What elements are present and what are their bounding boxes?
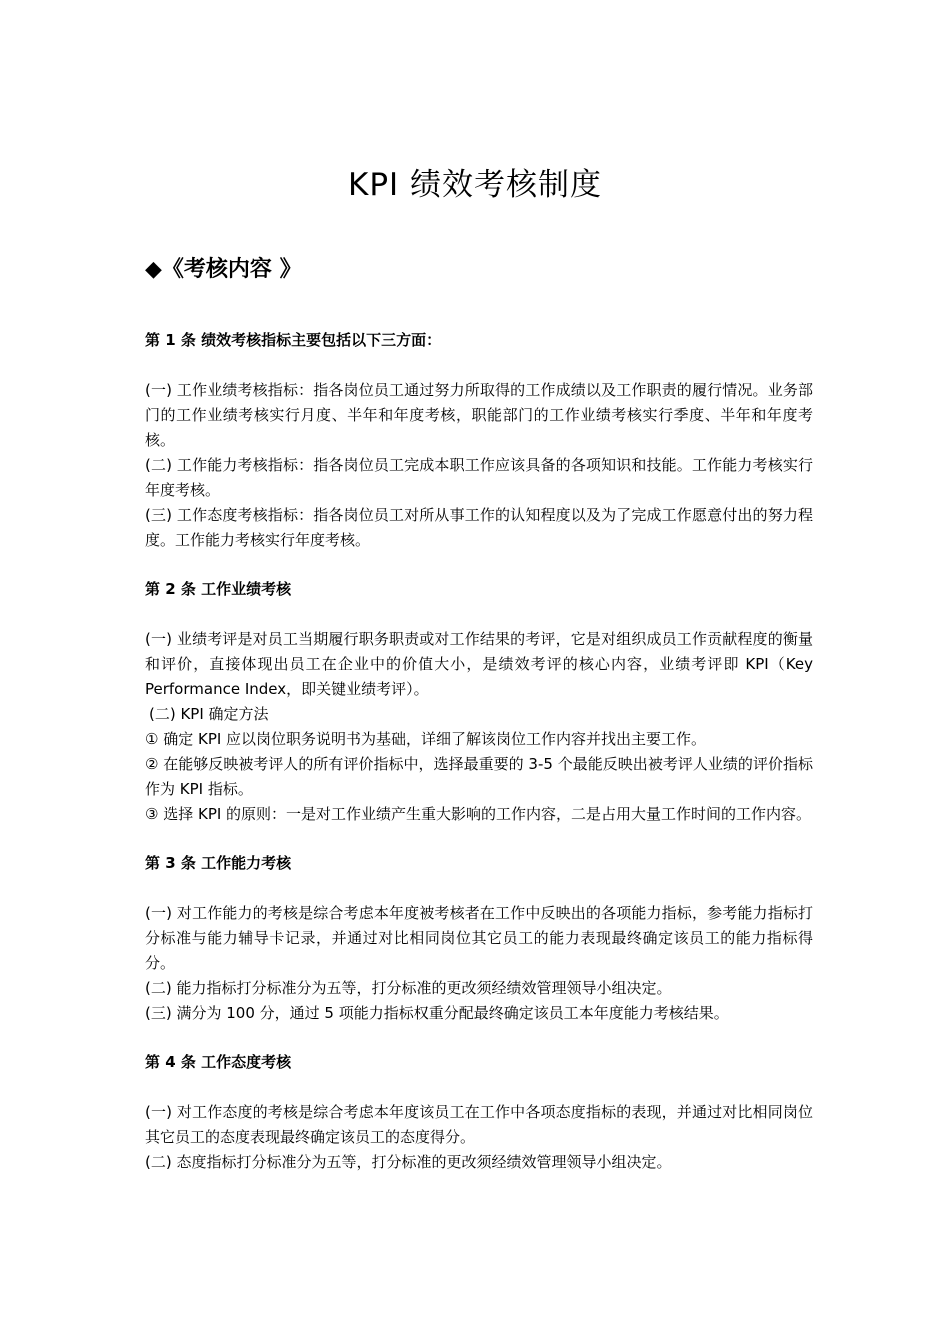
paragraph: ② 在能够反映被考评人的所有评价指标中，选择最重要的 3-5 个最能反映出被考评人业绩的评价指标作为 KPI 指标。 bbox=[145, 755, 813, 798]
article-heading: 第 1 条 绩效考核指标主要包括以下三方面： bbox=[145, 331, 442, 349]
article-heading: 第 3 条 工作能力考核 bbox=[145, 854, 292, 872]
article-1 bbox=[145, 328, 813, 553]
paragraph: (一) 对工作态度的考核是综合考虑本年度该员工在工作中各项态度指标的表现，并通过对比相同岗位其它员工的态度表现最终确定该员工的态度得分。 bbox=[145, 1103, 813, 1146]
paragraph: (二) 能力指标打分标准分为五等，打分标准的更改须经绩效管理领导小组决定。 bbox=[145, 979, 672, 997]
paragraph: (二) 态度指标打分标准分为五等，打分标准的更改须经绩效管理领导小组决定。 bbox=[145, 1153, 672, 1171]
section-heading: ◆《考核内容 》 bbox=[145, 257, 302, 282]
paragraph: (三) 工作态度考核指标：指各岗位员工对所从事工作的认知程度以及为了完成工作愿意付出的努力程度。工作能力考核实行年度考核。 bbox=[145, 506, 813, 549]
paragraph: (一) 对工作能力的考核是综合考虑本年度被考核者在工作中反映出的各项能力指标，参考能力指标打分标准与能力辅导卡记录，并通过对比相同岗位其它员工的能力表现最终确定该员工的能力指标得分。 bbox=[145, 904, 813, 972]
article-heading: 第 4 条 工作态度考核 bbox=[145, 1053, 292, 1071]
paragraph: (二) KPI 确定方法 bbox=[149, 705, 269, 723]
paragraph: (三) 满分为 100 分，通过 5 项能力指标权重分配最终确定该员工本年度能力考核结果。 bbox=[145, 1004, 729, 1022]
paragraph: (一) 工作业绩考核指标：指各岗位员工通过努力所取得的工作成绩以及工作职责的履行情况。业务部门的工作业绩考核实行月度、半年和年度考核，职能部门的工作业绩考核实行季度、半年和年度考核。 bbox=[145, 381, 813, 449]
article-heading: 第 2 条 工作业绩考核 bbox=[145, 580, 292, 598]
paragraph: (一) 业绩考评是对员工当期履行职务职责或对工作结果的考评，它是对组织成员工作贡献程度的衡量和评价，直接体现出员工在企业中的价值大小，是绩效考评的核心内容，业绩考评即 KPI（Key Performance Index，即关键业绩考评）。 bbox=[145, 630, 813, 698]
paragraph: ③ 选择 KPI 的原则：一是对工作业绩产生重大影响的工作内容，二是占用大量工作时间的工作内容。 bbox=[145, 805, 812, 823]
article-3 bbox=[145, 851, 813, 1026]
paragraph: (二) 工作能力考核指标：指各岗位员工完成本职工作应该具备的各项知识和技能。工作能力考核实行年度考核。 bbox=[145, 456, 813, 499]
document-title: KPI 绩效考核制度 bbox=[347, 166, 603, 203]
article-4 bbox=[145, 1050, 813, 1175]
article-2 bbox=[145, 577, 813, 827]
document-body bbox=[145, 328, 813, 1175]
paragraph: ① 确定 KPI 应以岗位职务说明书为基础，详细了解该岗位工作内容并找出主要工作。 bbox=[145, 730, 707, 748]
